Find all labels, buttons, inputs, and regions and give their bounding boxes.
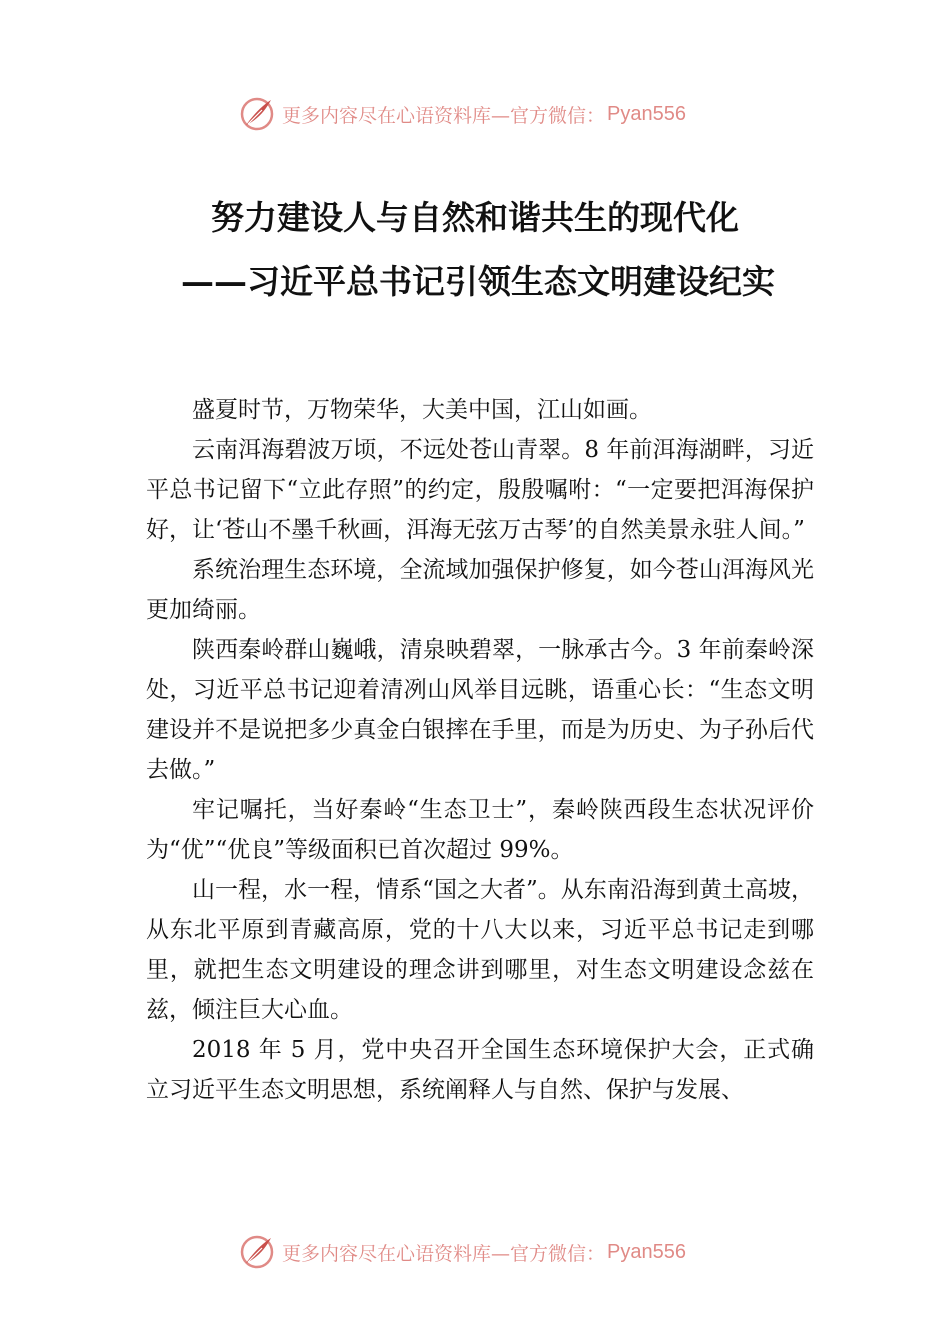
banner-text: 更多内容尽在心语资料库—官方微信： (282, 1242, 606, 1265)
footer-watermark-banner (238, 1232, 758, 1272)
paragraph: 牢记嘱托，当好秦岭“生态卫士”，秦岭陕西段生态状况评价为“优”“优良”等级面积已首次超过 99%。 (146, 797, 814, 863)
title-main: 努力建设人与自然和谐共生的现代化 (211, 198, 739, 237)
paragraph: 2018 年 5 月，党中央召开全国生态环境保护大会，正式确立习近平生态文明思想，系统阐释人与自然、保护与发展、 (146, 1037, 814, 1103)
quill-logo-icon (238, 95, 276, 133)
quill-logo-icon (238, 1233, 276, 1271)
article-title (0, 186, 950, 314)
paragraph: 云南洱海碧波万顷，不远处苍山青翠。8 年前洱海湖畔，习近平总书记留下“立此存照”的约定，殷殷嘱咐：“一定要把洱海保护好，让‘苍山不墨千秋画，洱海无弦万古琴’的自然美景永驻人间。” (146, 437, 814, 543)
paragraph: 陕西秦岭群山巍峨，清泉映碧翠，一脉承古今。3 年前秦岭深处，习近平总书记迎着清冽山风举目远眺，语重心长：“生态文明建设并不是说把多少真金白银摔在手里，而是为历史、为子孙后代去做。” (146, 637, 814, 783)
article-body (146, 390, 814, 1110)
banner-wechat-id: Pyan556 (607, 1240, 686, 1263)
banner-wechat-id: Pyan556 (607, 102, 686, 125)
paragraph: 山一程，水一程，情系“国之大者”。从东南沿海到黄土高坡，从东北平原到青藏高原，党的十八大以来，习近平总书记走到哪里，就把生态文明建设的理念讲到哪里，对生态文明建设念兹在兹，倾注巨大心血。 (146, 877, 814, 1023)
title-subtitle: ——习近平总书记引领生态文明建设纪实 (181, 262, 775, 301)
paragraph: 系统治理生态环境，全流域加强保护修复，如今苍山洱海风光更加绮丽。 (146, 557, 814, 623)
banner-text: 更多内容尽在心语资料库—官方微信： (282, 104, 606, 127)
paragraph: 盛夏时节，万物荣华，大美中国，江山如画。 (192, 397, 652, 423)
header-watermark-banner (238, 94, 758, 134)
